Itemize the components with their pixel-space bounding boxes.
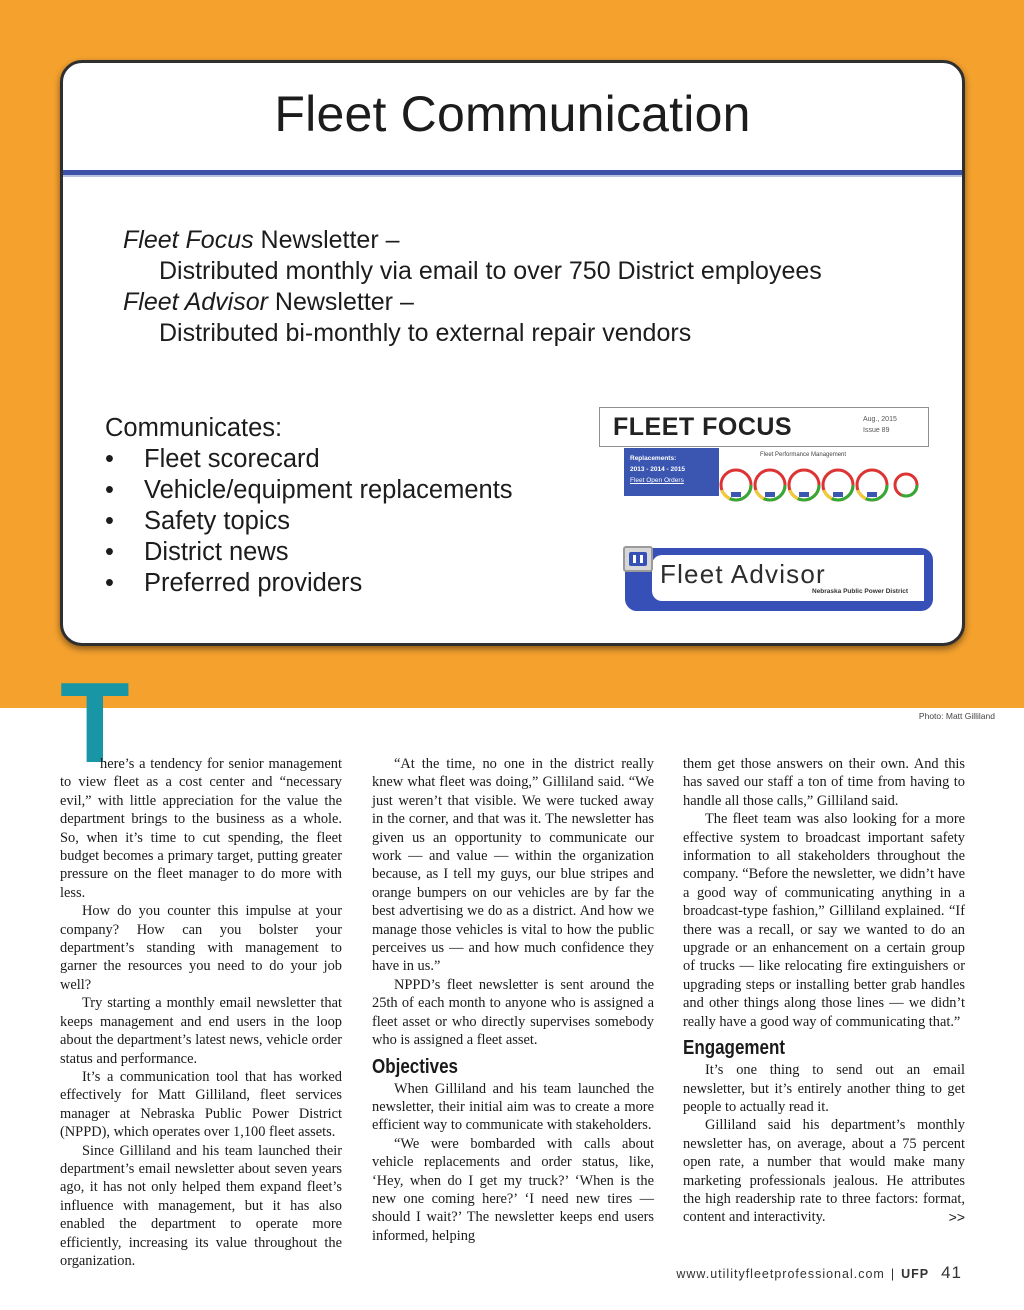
fleet-focus-perf-label: Fleet Performance Management bbox=[760, 452, 847, 458]
paragraph: When Gilliland and his team launched the newsletter, their initial aim was to create a more efficient way to communicate with stakeholders. bbox=[372, 1080, 654, 1134]
newsletter-item bbox=[123, 225, 822, 256]
newsletter-name: Fleet Focus bbox=[123, 226, 254, 254]
continue-icon: >> bbox=[948, 1209, 965, 1226]
paragraph: here’s a tendency for senior management to view fleet as a cost center and “necessary evil,” with little appreciation for the value the department brings to the business as a whole. So, when it’s time to cut spending, the fleet budget becomes a primary target, putting greater pressure on the fleet manager to do more with less. bbox=[60, 756, 342, 901]
list-item bbox=[105, 537, 513, 568]
fleet-focus-panel bbox=[624, 448, 719, 496]
fleet-focus-issue: Issue 89 bbox=[863, 427, 890, 434]
fleet-focus-date-text: Aug., 2015 bbox=[863, 416, 897, 423]
paragraph: Since Gilliland and his team launched their department’s email newsletter about seven years ago, it has not only helped them expand fleet’s influence with management, but it has also enabled the department to operate more efficiently, increasing its value throughout the organization. bbox=[60, 1142, 342, 1269]
list-item-label: District news bbox=[144, 538, 289, 566]
section-heading-objectives: Objectives bbox=[372, 1055, 458, 1078]
fleet-focus-panel-line: 2013 - 2014 - 2015 bbox=[630, 466, 685, 473]
page-footer bbox=[676, 1263, 962, 1283]
paragraph: It’s a communication tool that has worked effectively for Matt Gilliland, fleet services manager at Nebraska Public Power District (NPPD), which operates over 1,100 fleet assets. bbox=[60, 1068, 342, 1141]
list-item-label: Preferred providers bbox=[144, 569, 363, 597]
gauge-icons bbox=[718, 463, 918, 503]
footer-brand: UFP bbox=[901, 1267, 930, 1281]
list-item-label: Fleet scorecard bbox=[144, 445, 320, 473]
fleet-advisor-masthead bbox=[625, 548, 933, 611]
newsletter-item bbox=[123, 287, 822, 318]
list-item-label: Vehicle/equipment replacements bbox=[144, 476, 513, 504]
newsletter-detail: Distributed monthly via email to over 750 District employees bbox=[159, 257, 822, 285]
photo-credit: Photo: Matt Gilliland bbox=[918, 711, 995, 721]
bullet-icon: • bbox=[105, 445, 114, 473]
fleet-advisor-inner bbox=[652, 555, 924, 601]
newsletter-name: Fleet Advisor bbox=[123, 288, 268, 316]
fleet-focus-date bbox=[863, 414, 897, 436]
communicates-heading: Communicates: bbox=[105, 414, 283, 442]
fleet-advisor-title: Fleet Advisor bbox=[660, 559, 826, 589]
bullet-icon: • bbox=[105, 507, 114, 535]
paragraph: Try starting a monthly email newsletter that keeps management and end users in the loop about the department’s latest news, vehicle order status and performance. bbox=[60, 995, 342, 1067]
list-item bbox=[105, 475, 513, 506]
list-item bbox=[105, 444, 513, 475]
newsletter-detail: Distributed bi-monthly to external repair vendors bbox=[159, 319, 692, 347]
list-item bbox=[105, 568, 513, 599]
article-column-1 bbox=[60, 755, 342, 1270]
slide-title-rule bbox=[63, 170, 962, 177]
newsletter-suffix: Newsletter – bbox=[253, 226, 400, 254]
fleet-focus-panel-link: Fleet Open Orders bbox=[630, 477, 684, 484]
footer-separator: | bbox=[890, 1267, 896, 1281]
section-heading-engagement: Engagement bbox=[683, 1037, 786, 1060]
gauge-icon bbox=[755, 470, 785, 500]
gauge-icon bbox=[857, 470, 887, 500]
bullet-icon: • bbox=[105, 476, 114, 504]
list-item-label: Safety topics bbox=[144, 507, 290, 535]
paragraph: “At the time, no one in the district really knew what fleet was doing,” Gilliland said. “We just weren’t that visible. We were tucked away in the corner, and that was it. The newsletter has given us an opportunity to communicate our work — and value — within the organization because, as I tell my guys, our blue stripes and orange bumpers on our vehicles are by far the best advertising we do as a district. And how we manage those vehicles is vital to how the public perceives us — and how much confidence they have in us.” bbox=[372, 756, 654, 975]
fleet-focus-title: FLEET FOCUS bbox=[613, 413, 793, 441]
nppd-logo-icon bbox=[623, 546, 653, 572]
gauge-icon bbox=[823, 470, 853, 500]
paragraph: The fleet team was also looking for a more effective system to broadcast important safety information to all stakeholders throughout the company. “Before the newsletter, we didn’t have a good way of communicating anything in a broadcast-type fashion,” Gilliland explained. “If there was a recall, or say we wanted to do an upgrade or an enhancement on a certain group of trucks — like relocating fire extinguishers or upgrading steps or installing better grab handles and other things along those lines — we didn’t really have a good way of communicating that.” bbox=[683, 811, 965, 1030]
bullet-icon: • bbox=[105, 538, 114, 566]
newsletter-suffix: Newsletter – bbox=[267, 288, 414, 316]
fleet-focus-panel-line: Replacements: bbox=[630, 455, 677, 462]
bullet-icon: • bbox=[105, 569, 114, 597]
fleet-advisor-subtitle: Nebraska Public Power District bbox=[812, 588, 909, 595]
paragraph bbox=[683, 1116, 965, 1226]
paragraph: them get those answers on their own. And this has saved our staff a ton of time from having to handle all those calls,” Gilliland said. bbox=[683, 756, 965, 809]
footer-url[interactable]: www.utilityfleetprofessional.com bbox=[676, 1267, 885, 1281]
list-item bbox=[105, 506, 513, 537]
paragraph-text: Gilliland said his department’s monthly newsletter has, on average, about a 75 percent open rate, a number that would make many marketing professionals jealous. He attributes the high readership rate to three factors: format, content and interactivity. bbox=[683, 1117, 965, 1226]
paragraph: It’s one thing to send out an email newsletter, but it’s entirely another thing to get people to actually read it. bbox=[683, 1062, 965, 1115]
drop-cap: T bbox=[60, 660, 130, 787]
article-column-2 bbox=[372, 755, 654, 1245]
paragraph: How do you counter this impulse at your company? How can you bolster your department’s standing with management to garner the resources you need to do your job well? bbox=[60, 903, 342, 993]
gauge-icon bbox=[789, 470, 819, 500]
newsletter-list bbox=[123, 225, 822, 349]
fleet-focus-masthead bbox=[599, 407, 929, 447]
paragraph: “We were bombarded with calls about vehicle replacements and order status, like, ‘Hey, when do I get my truck?’ ‘When is the new one coming here?’ ‘I need new tires — should I wait?’ The newsletter keeps end users informed, helping bbox=[372, 1135, 654, 1244]
gauge-icon bbox=[721, 470, 751, 500]
gauge-icon bbox=[895, 474, 917, 496]
article-column-3 bbox=[683, 755, 965, 1227]
slide-title: Fleet Communication bbox=[274, 86, 751, 142]
page-number: 41 bbox=[941, 1263, 962, 1282]
paragraph: NPPD’s fleet newsletter is sent around the 25th of each month to anyone who is assigned a fleet asset or who directly supervises somebody who is assigned a fleet asset. bbox=[372, 976, 654, 1049]
communicates-list bbox=[105, 413, 513, 599]
presentation-slide bbox=[60, 60, 965, 646]
